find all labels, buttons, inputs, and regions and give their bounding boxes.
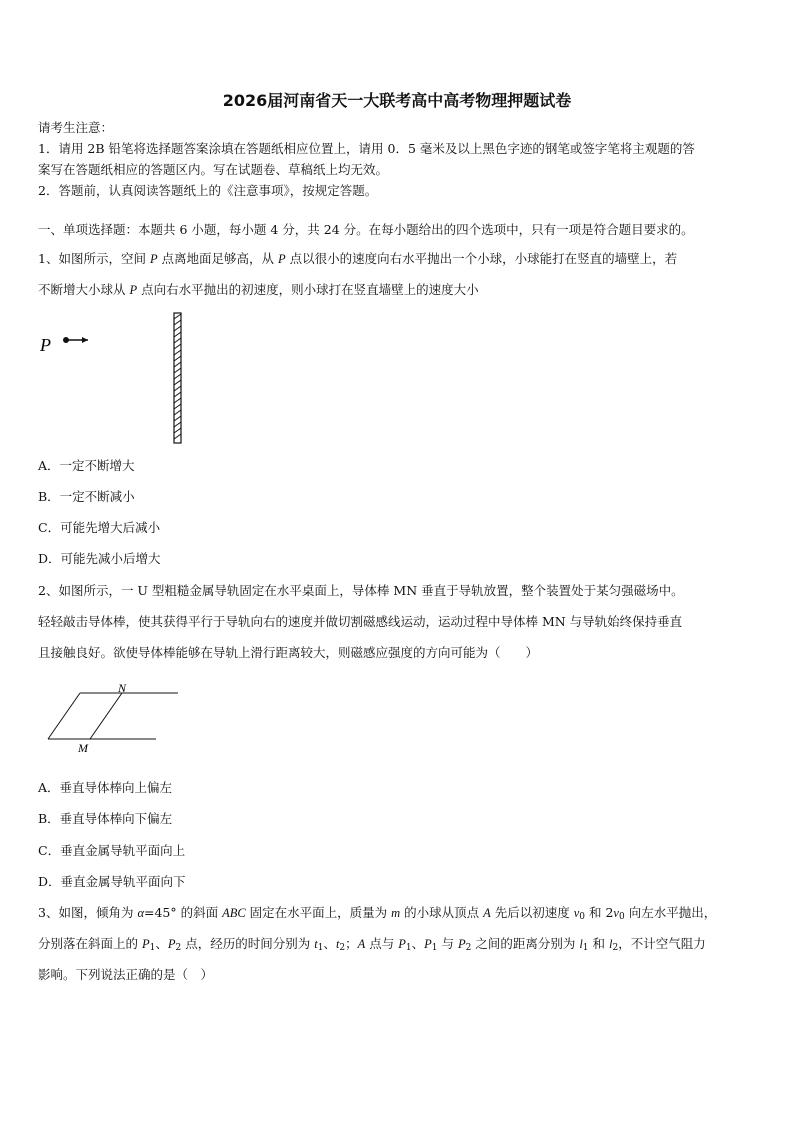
q3-var: l	[579, 937, 583, 951]
q3-text: 、	[155, 936, 168, 951]
q1-figure	[30, 305, 200, 450]
q3-text: 先后以初速度	[490, 905, 574, 920]
q1-var-p: P	[149, 252, 158, 266]
q3-var: v	[573, 906, 580, 920]
q1-text: 点离地面足够高，从	[157, 251, 279, 266]
q2-option-b: B．垂直导体棒向下偏左	[38, 811, 173, 826]
q3-text: 的小球从顶点	[400, 905, 484, 920]
notice-heading: 请考生注意：	[38, 120, 114, 135]
q3-var: α	[137, 906, 144, 920]
q3-text: 向左水平抛出，	[624, 905, 717, 920]
q3-var: P	[398, 937, 406, 951]
q1-var-p: P	[278, 252, 286, 266]
q3-text: 与	[437, 936, 458, 951]
q2-stem-line-1: 2、如图所示，一 U 型粗糙金属导轨固定在水平桌面上，导体棒 MN 垂直于导轨放置，整个装置处于某匀强磁场中。	[38, 583, 684, 598]
q3-var: t	[314, 937, 318, 951]
q3-text: 、	[323, 936, 336, 951]
q3-sub: 1	[149, 943, 156, 953]
q3-text: 、	[411, 936, 425, 951]
q3-sub: 0	[579, 912, 586, 922]
q3-sub: 2	[612, 943, 619, 953]
q3-var: t	[335, 937, 340, 951]
q2-stem-line-2: 轻轻敲击导体棒，使其获得平行于导轨向右的速度并做切割磁感线运动，运动过程中导体棒 MN 与导轨始终保持垂直	[38, 614, 683, 629]
q3-var: m	[391, 906, 401, 920]
q3-text: 固定在水平面上，质量为	[245, 905, 392, 920]
q3-sub: 0	[618, 912, 625, 922]
q3-sub: 2	[175, 943, 182, 953]
q1-text: 点向右水平抛出的初速度，则小球打在竖直墙壁上的速度大小	[137, 282, 479, 297]
q2-stem-line-3: 且接触良好。欲使导体棒能够在导轨上滑行距离较大，则磁感应强度的方向可能为（ ）	[38, 645, 539, 660]
q1-figure-label-p: P	[40, 335, 51, 355]
q1-option-c: C．可能先增大后减小	[38, 520, 161, 535]
conductor-rod-mn	[90, 693, 122, 739]
q3-sub: 1	[317, 943, 324, 953]
q2-figure-label-n: N	[118, 681, 127, 695]
q3-text: 分别落在斜面上的	[38, 936, 142, 951]
q3-var: l	[608, 937, 613, 951]
rail-end	[48, 693, 80, 739]
q3-text: 之间的距离分别为	[471, 936, 580, 951]
q3-var: P	[424, 937, 432, 951]
q2-option-a: A．垂直导体棒向上偏左	[38, 780, 173, 795]
notice-item-2: 2．答题前，认真阅读答题纸上的《注意事项》，按规定答题。	[38, 183, 378, 198]
q3-text: ；	[345, 936, 358, 951]
q3-var: A	[357, 937, 366, 951]
q3-sub: 2	[339, 943, 346, 953]
q3-sub: 1	[582, 943, 589, 953]
q1-stem-line-1	[38, 251, 677, 267]
q1-text: 1、如图所示，空间	[38, 251, 150, 266]
q3-text: 和	[588, 936, 609, 951]
q1-option-b: B．一定不断减小	[38, 489, 135, 504]
q3-var: v	[613, 906, 619, 920]
q3-text: 3、如图，倾角为	[38, 905, 138, 920]
q1-stem-line-2	[38, 282, 479, 298]
notice-item-1-line-2: 案写在答题纸相应的答题区内。写在试题卷、草稿纸上均无效。	[38, 162, 389, 177]
q3-text: 和 2	[585, 905, 614, 920]
q2-figure-label-m: M	[78, 741, 88, 755]
q3-var: P	[167, 937, 176, 951]
section-1-header: 一、单项选择题：本题共 6 小题，每小题 4 分，共 24 分。在每小题给出的四个选项中，只有一项是符合题目要求的。	[38, 222, 694, 237]
q3-var: A	[483, 906, 491, 920]
q1-var-p: P	[129, 283, 138, 297]
q3-text: 点，经历的时间分别为	[181, 936, 315, 951]
q3-sub: 1	[405, 943, 412, 953]
q3-stem-line-3: 影响。下列说法正确的是（ ）	[38, 967, 214, 982]
q3-var: P	[141, 937, 150, 951]
arrowhead-icon	[82, 337, 88, 343]
q3-sub: 1	[431, 943, 438, 953]
notice-item-1-line-1: 1．请用 2B 铅笔将选择题答案涂填在答题纸相应位置上，请用 0．5 毫米及以上黑色字迹的钢笔或签字笔将主观题的答	[38, 141, 695, 156]
q2-option-d: D．垂直金属导轨平面向下	[38, 874, 186, 889]
q3-stem-line-2	[38, 936, 706, 956]
q2-option-c: C．垂直金属导轨平面向上	[38, 843, 186, 858]
q3-stem-line-1	[38, 905, 716, 925]
q1-text: 点以很小的速度向右水平抛出一个小球，小球能打在竖直的墙壁上，若	[285, 251, 678, 266]
q3-text: =45° 的斜面	[144, 905, 223, 920]
q2-figure	[40, 678, 190, 760]
exam-title: 2026届河南省天一大联考高中高考物理押题试卷	[222, 91, 572, 110]
q1-option-a: A．一定不断增大	[38, 458, 135, 473]
q3-text: 点与	[365, 936, 399, 951]
q1-option-d: D．可能先减小后增大	[38, 551, 161, 566]
q3-var: P	[457, 937, 466, 951]
q3-text: ，不计空气阻力	[618, 936, 706, 951]
q1-text: 不断增大小球从	[38, 282, 130, 297]
q3-var: ABC	[222, 906, 246, 920]
q3-sub: 2	[465, 943, 472, 953]
